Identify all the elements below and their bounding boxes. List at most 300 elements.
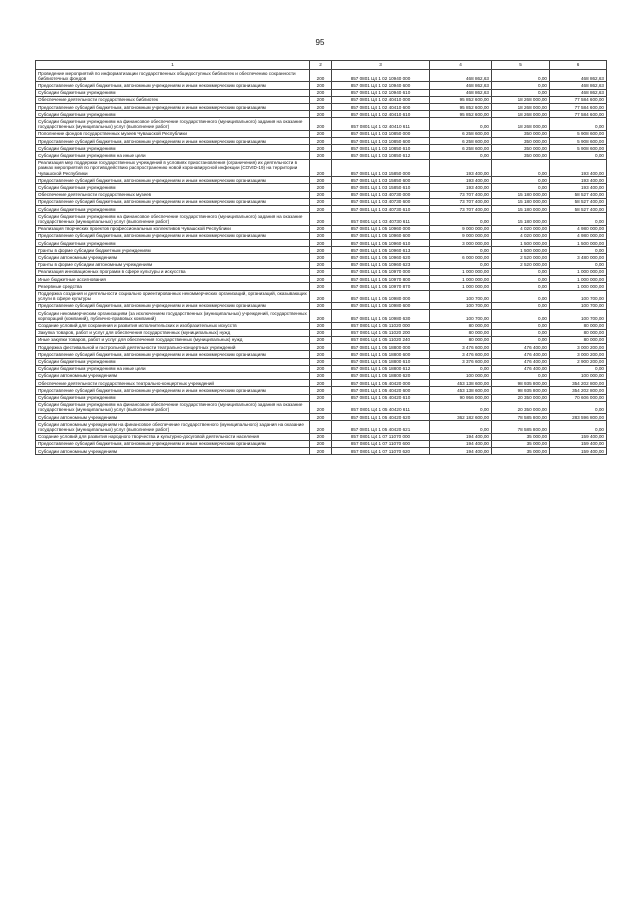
row-amount-cell: 0,00 (430, 247, 492, 254)
table-row (36, 111, 607, 118)
row-change-cell: 476 400,00 (492, 344, 550, 351)
row-amount-cell: 194 400,00 (430, 433, 492, 440)
row-amount-cell: 0,00 (430, 213, 492, 225)
table-body (36, 70, 607, 455)
column-header: 1 (36, 61, 310, 70)
row-total-cell: 5 908 600,00 (550, 130, 607, 137)
row-amount-cell: 80 000,00 (430, 322, 492, 329)
row-total-cell: 100 700,00 (550, 290, 607, 302)
table-row (36, 394, 607, 401)
table-row (36, 380, 607, 387)
row-name-cell: Предоставление субсидий бюджетным, автономным учреждениям и иным некоммерческим организациям (36, 198, 310, 205)
row-amount-cell: 95 852 600,00 (430, 96, 492, 103)
table-row (36, 310, 607, 322)
table-header-row (36, 61, 607, 70)
row-total-cell: 0,00 (550, 365, 607, 372)
column-header: 5 (492, 61, 550, 70)
table-row (36, 290, 607, 302)
row-total-cell: 80 000,00 (550, 336, 607, 343)
row-total-cell: 3 480 000,00 (550, 254, 607, 261)
row-total-cell: 77 584 600,00 (550, 96, 607, 103)
table-row (36, 387, 607, 394)
row-name-cell: Гранты в форме субсидии автономным учреждениям (36, 261, 310, 268)
row-amount-cell: 0,00 (430, 261, 492, 268)
row-total-cell: 354 202 800,00 (550, 380, 607, 387)
row-total-cell: 0,00 (550, 421, 607, 433)
row-change-cell: 476 400,00 (492, 358, 550, 365)
row-code-cell: 857 0801 Ц4 1 05 10970 870 (332, 283, 430, 290)
row-change-cell: 15 180 000,00 (492, 191, 550, 198)
row-change-cell: 476 400,00 (492, 365, 550, 372)
row-amount-cell: 9 000 000,00 (430, 232, 492, 239)
row-total-cell: 159 400,00 (550, 448, 607, 455)
row-total-cell: 468 862,63 (550, 70, 607, 82)
row-department-cell: 200 (310, 177, 332, 184)
row-amount-cell: 80 000,00 (430, 336, 492, 343)
row-department-cell: 200 (310, 130, 332, 137)
row-department-cell: 200 (310, 344, 332, 351)
row-name-cell: Субсидии бюджетным учреждениям (36, 145, 310, 152)
row-name-cell: Субсидии бюджетным учреждениям (36, 206, 310, 213)
row-change-cell: 4 020 000,00 (492, 225, 550, 232)
table-row (36, 191, 607, 198)
row-amount-cell: 73 707 400,00 (430, 191, 492, 198)
row-change-cell: 0,00 (492, 372, 550, 379)
row-code-cell: 857 0801 Ц4 1 03 15850 000 (332, 159, 430, 177)
row-name-cell: Субсидии бюджетным учреждениям (36, 111, 310, 118)
row-total-cell: 468 862,63 (550, 89, 607, 96)
row-name-cell: Субсидии бюджетным учреждениям (36, 240, 310, 247)
row-amount-cell: 73 707 400,00 (430, 198, 492, 205)
row-total-cell: 468 862,63 (550, 82, 607, 89)
row-code-cell: 857 0801 Ц4 1 02 10940 000 (332, 70, 430, 82)
row-total-cell: 0,00 (550, 401, 607, 413)
row-total-cell: 4 980 000,00 (550, 225, 607, 232)
table-row (36, 232, 607, 239)
row-name-cell: Субсидии бюджетным учреждениям (36, 89, 310, 96)
row-code-cell: 857 0801 Ц4 1 02 40410 611 (332, 118, 430, 130)
row-amount-cell: 453 138 600,00 (430, 387, 492, 394)
table-row (36, 329, 607, 336)
row-department-cell: 200 (310, 198, 332, 205)
row-amount-cell: 95 852 600,00 (430, 111, 492, 118)
row-name-cell: Обеспечение деятельности государственных театрально-концертных учреждений (36, 380, 310, 387)
row-department-cell: 200 (310, 138, 332, 145)
row-change-cell: 0,00 (492, 89, 550, 96)
table-row (36, 421, 607, 433)
row-change-cell: 0,00 (492, 310, 550, 322)
row-name-cell: Предоставление субсидий бюджетным, автономным учреждениям и иным некоммерческим организациям (36, 232, 310, 239)
row-name-cell: Создание условий для развития народного творчества и культурно-досуговой деятельности населения (36, 433, 310, 440)
row-code-cell: 857 0801 Ц4 1 03 40730 611 (332, 213, 430, 225)
table-row (36, 145, 607, 152)
row-code-cell: 857 0801 Ц4 1 05 10980 630 (332, 310, 430, 322)
row-amount-cell: 0,00 (430, 365, 492, 372)
table-row (36, 414, 607, 421)
row-change-cell: 15 180 000,00 (492, 206, 550, 213)
row-department-cell: 200 (310, 206, 332, 213)
table-row (36, 276, 607, 283)
row-total-cell: 2 900 200,00 (550, 358, 607, 365)
row-total-cell: 193 400,00 (550, 159, 607, 177)
row-amount-cell: 100 000,00 (430, 372, 492, 379)
row-department-cell: 200 (310, 336, 332, 343)
row-change-cell: 0,00 (492, 184, 550, 191)
row-total-cell: 3 000 200,00 (550, 351, 607, 358)
row-change-cell: 15 180 000,00 (492, 198, 550, 205)
row-code-cell: 857 0801 Ц4 1 05 18800 620 (332, 372, 430, 379)
row-amount-cell: 362 182 600,00 (430, 414, 492, 421)
row-code-cell: 857 0801 Ц4 1 05 18800 610 (332, 358, 430, 365)
row-department-cell: 200 (310, 254, 332, 261)
row-code-cell: 857 0801 Ц4 1 05 11020 000 (332, 322, 430, 329)
table-row (36, 130, 607, 137)
table-row (36, 351, 607, 358)
table-row (36, 268, 607, 275)
row-department-cell: 200 (310, 394, 332, 401)
row-department-cell: 200 (310, 283, 332, 290)
row-total-cell: 5 908 600,00 (550, 138, 607, 145)
row-department-cell: 200 (310, 70, 332, 82)
row-department-cell: 200 (310, 290, 332, 302)
row-department-cell: 200 (310, 118, 332, 130)
row-code-cell: 857 0801 Ц4 1 05 10960 620 (332, 254, 430, 261)
row-department-cell: 200 (310, 111, 332, 118)
table-row (36, 184, 607, 191)
row-amount-cell: 0,00 (430, 152, 492, 159)
row-code-cell: 857 0801 Ц4 1 03 40730 600 (332, 198, 430, 205)
row-department-cell: 200 (310, 232, 332, 239)
row-total-cell: 80 000,00 (550, 322, 607, 329)
row-name-cell: Субсидии бюджетным учреждениям (36, 184, 310, 191)
row-total-cell: 3 000 200,00 (550, 344, 607, 351)
row-code-cell: 857 0801 Ц4 1 07 11070 620 (332, 448, 430, 455)
row-change-cell: 18 268 000,00 (492, 111, 550, 118)
row-name-cell: Иные бюджетные ассигнования (36, 276, 310, 283)
row-amount-cell: 95 852 600,00 (430, 104, 492, 111)
table-row (36, 247, 607, 254)
row-code-cell: 857 0801 Ц4 1 02 40410 600 (332, 104, 430, 111)
row-name-cell: Пополнение фондов государственных музеев Чувашской Республики (36, 130, 310, 137)
row-amount-cell: 3 476 600,00 (430, 351, 492, 358)
row-code-cell: 857 0801 Ц4 1 05 10960 600 (332, 232, 430, 239)
row-department-cell: 200 (310, 358, 332, 365)
row-total-cell: 0,00 (550, 247, 607, 254)
column-header: 4 (430, 61, 492, 70)
row-code-cell: 857 0801 Ц4 1 03 40730 000 (332, 191, 430, 198)
row-code-cell: 857 0801 Ц4 1 03 10850 610 (332, 145, 430, 152)
row-change-cell: 20 350 000,00 (492, 401, 550, 413)
row-department-cell: 200 (310, 247, 332, 254)
row-change-cell: 350 000,00 (492, 152, 550, 159)
row-code-cell: 857 0801 Ц4 1 05 40420 620 (332, 414, 430, 421)
row-code-cell: 857 0801 Ц4 1 05 40420 600 (332, 387, 430, 394)
row-change-cell: 0,00 (492, 336, 550, 343)
row-name-cell: Реализация инновационных программ в сфере культуры и искусства (36, 268, 310, 275)
row-department-cell: 200 (310, 152, 332, 159)
row-name-cell: Предоставление субсидий бюджетным, автономным учреждениям и иным некоммерческим организациям (36, 440, 310, 447)
row-name-cell: Предоставление субсидий бюджетным, автономным учреждениям и иным некоммерческим организациям (36, 177, 310, 184)
row-change-cell: 0,00 (492, 70, 550, 82)
table-row (36, 96, 607, 103)
row-amount-cell: 100 700,00 (430, 310, 492, 322)
row-total-cell: 0,00 (550, 261, 607, 268)
row-change-cell: 476 400,00 (492, 351, 550, 358)
row-total-cell: 1 000 000,00 (550, 276, 607, 283)
row-change-cell: 350 000,00 (492, 145, 550, 152)
row-name-cell: Предоставление субсидий бюджетным, автономным учреждениям и иным некоммерческим организациям (36, 138, 310, 145)
page-number: 95 (315, 38, 325, 47)
row-total-cell: 77 584 600,00 (550, 104, 607, 111)
row-name-cell: Иные закупки товаров, работ и услуг для обеспечения государственных (муниципальных) нужд (36, 336, 310, 343)
row-change-cell: 0,00 (492, 82, 550, 89)
row-total-cell: 5 908 600,00 (550, 145, 607, 152)
row-code-cell: 857 0801 Ц4 1 02 10940 610 (332, 89, 430, 96)
row-total-cell: 354 202 800,00 (550, 387, 607, 394)
row-change-cell: 0,00 (492, 177, 550, 184)
row-amount-cell: 468 862,63 (430, 82, 492, 89)
row-amount-cell: 0,00 (430, 401, 492, 413)
row-code-cell: 857 0801 Ц4 1 03 15850 610 (332, 184, 430, 191)
row-code-cell: 857 0801 Ц4 1 05 11020 200 (332, 329, 430, 336)
row-change-cell: 1 500 000,00 (492, 240, 550, 247)
row-amount-cell: 6 258 600,00 (430, 138, 492, 145)
row-code-cell: 857 0801 Ц4 1 05 11020 240 (332, 336, 430, 343)
row-total-cell: 1 000 000,00 (550, 268, 607, 275)
row-name-cell: Субсидии автономным учреждениям на финансовое обеспечение государственного (муниципального) задания на оказание государственных (муниципальных) услуг (выполнение работ) (36, 421, 310, 433)
row-amount-cell: 3 000 000,00 (430, 240, 492, 247)
table-row (36, 440, 607, 447)
row-amount-cell: 9 000 000,00 (430, 225, 492, 232)
row-department-cell: 200 (310, 89, 332, 96)
row-code-cell: 857 0801 Ц4 1 05 40420 610 (332, 394, 430, 401)
row-change-cell: 20 350 000,00 (492, 394, 550, 401)
row-change-cell: 0,00 (492, 283, 550, 290)
row-code-cell: 857 0801 Ц4 1 05 18800 612 (332, 365, 430, 372)
row-amount-cell: 100 700,00 (430, 290, 492, 302)
table-row (36, 213, 607, 225)
row-name-cell: Субсидии некоммерческим организациям (за исключением государственных (муниципальных) учреждений, государственных корпораций (компаний), публично-правовых компаний) (36, 310, 310, 322)
row-change-cell: 2 520 000,00 (492, 254, 550, 261)
table-row (36, 104, 607, 111)
row-name-cell: Создание условий для сохранения и развития исполнительских и изобразительных искусств (36, 322, 310, 329)
table-row (36, 70, 607, 82)
row-total-cell: 1 500 000,00 (550, 240, 607, 247)
row-department-cell: 200 (310, 191, 332, 198)
row-total-cell: 100 700,00 (550, 310, 607, 322)
row-name-cell: Субсидии бюджетным учреждениям на иные цели (36, 152, 310, 159)
row-department-cell: 200 (310, 372, 332, 379)
row-department-cell: 200 (310, 276, 332, 283)
row-code-cell: 857 0801 Ц4 1 05 10970 800 (332, 276, 430, 283)
table-row (36, 372, 607, 379)
row-change-cell: 15 180 000,00 (492, 213, 550, 225)
table-row (36, 152, 607, 159)
table-row (36, 283, 607, 290)
row-total-cell: 4 980 000,00 (550, 232, 607, 239)
row-department-cell: 200 (310, 302, 332, 309)
row-name-cell: Субсидии автономным учреждениям (36, 414, 310, 421)
row-name-cell: Субсидии бюджетным учреждениям (36, 358, 310, 365)
row-department-cell: 200 (310, 387, 332, 394)
row-department-cell: 200 (310, 104, 332, 111)
column-header: 2 (310, 61, 332, 70)
table-row (36, 261, 607, 268)
row-amount-cell: 193 400,00 (430, 159, 492, 177)
row-amount-cell: 468 862,63 (430, 89, 492, 96)
row-total-cell: 159 400,00 (550, 433, 607, 440)
row-department-cell: 200 (310, 421, 332, 433)
row-change-cell: 35 000,00 (492, 433, 550, 440)
row-change-cell: 0,00 (492, 290, 550, 302)
row-change-cell: 18 268 000,00 (492, 118, 550, 130)
row-department-cell: 200 (310, 448, 332, 455)
table-row (36, 118, 607, 130)
row-code-cell: 857 0801 Ц4 1 05 10980 000 (332, 290, 430, 302)
row-change-cell: 18 268 000,00 (492, 96, 550, 103)
row-code-cell: 857 0801 Ц4 1 05 40420 000 (332, 380, 430, 387)
row-name-cell: Поддержка создания и деятельности социально ориентированных некоммерческих организаций, организаций, оказывающих услуги в сфере культуры (36, 290, 310, 302)
row-total-cell: 58 527 400,00 (550, 198, 607, 205)
row-total-cell: 0,00 (550, 118, 607, 130)
row-change-cell: 78 585 800,00 (492, 421, 550, 433)
row-code-cell: 857 0801 Ц4 1 05 18800 600 (332, 351, 430, 358)
row-code-cell: 857 0801 Ц4 1 05 10960 623 (332, 261, 430, 268)
row-amount-cell: 80 000,00 (430, 329, 492, 336)
table-row (36, 358, 607, 365)
row-name-cell: Поддержка фестивальной и гастрольной деятельности театрально-концертных учреждений (36, 344, 310, 351)
row-change-cell: 0,00 (492, 302, 550, 309)
row-department-cell: 200 (310, 401, 332, 413)
row-total-cell: 159 400,00 (550, 440, 607, 447)
row-amount-cell: 193 400,00 (430, 177, 492, 184)
row-amount-cell: 0,00 (430, 118, 492, 130)
row-name-cell: Предоставление субсидий бюджетным, автономным учреждениям и иным некоммерческим организациям (36, 104, 310, 111)
row-amount-cell: 3 476 600,00 (430, 344, 492, 351)
row-name-cell: Субсидии автономным учреждениям (36, 372, 310, 379)
row-amount-cell: 6 000 000,00 (430, 254, 492, 261)
table-row (36, 254, 607, 261)
row-total-cell: 80 000,00 (550, 329, 607, 336)
row-change-cell: 0,00 (492, 276, 550, 283)
table-row (36, 240, 607, 247)
row-total-cell: 193 400,00 (550, 184, 607, 191)
row-amount-cell: 193 400,00 (430, 184, 492, 191)
row-name-cell: Закупка товаров, работ и услуг для обеспечения государственных (муниципальных) нужд (36, 329, 310, 336)
column-header: 6 (550, 61, 607, 70)
row-change-cell: 1 500 000,00 (492, 247, 550, 254)
row-department-cell: 200 (310, 225, 332, 232)
row-total-cell: 0,00 (550, 152, 607, 159)
row-name-cell: Обеспечение деятельности государственных музеев (36, 191, 310, 198)
table-row (36, 206, 607, 213)
table-row (36, 177, 607, 184)
row-code-cell: 857 0801 Ц4 1 05 10970 000 (332, 268, 430, 275)
row-name-cell: Реализация мер поддержки государственных учреждений в условиях приостановления (ограничения) их деятельности в рамках мероприятий по противодействию распространению новой коронавирусной инфекции (COVID-19) на территории Чувашской Республики (36, 159, 310, 177)
row-code-cell: 857 0801 Ц4 1 07 11070 000 (332, 433, 430, 440)
row-department-cell: 200 (310, 213, 332, 225)
row-total-cell: 58 527 400,00 (550, 191, 607, 198)
row-total-cell: 100 000,00 (550, 372, 607, 379)
row-amount-cell: 0,00 (430, 421, 492, 433)
row-name-cell: Гранты в форме субсидии бюджетным учреждениям (36, 247, 310, 254)
row-amount-cell: 90 956 000,00 (430, 394, 492, 401)
table-row (36, 448, 607, 455)
row-name-cell: Обеспечение деятельности государственных библиотек (36, 96, 310, 103)
row-code-cell: 857 0801 Ц4 1 05 10960 610 (332, 240, 430, 247)
row-department-cell: 200 (310, 310, 332, 322)
row-total-cell: 58 527 400,00 (550, 206, 607, 213)
row-amount-cell: 3 376 600,00 (430, 358, 492, 365)
row-amount-cell: 194 400,00 (430, 448, 492, 455)
table-row (36, 322, 607, 329)
table-row (36, 336, 607, 343)
row-total-cell: 100 700,00 (550, 302, 607, 309)
row-name-cell: Реализация творческих проектов профессиональных коллективов Чувашской Республики (36, 225, 310, 232)
table-row (36, 89, 607, 96)
row-department-cell: 200 (310, 380, 332, 387)
row-code-cell: 857 0801 Ц4 1 05 18800 000 (332, 344, 430, 351)
row-code-cell: 857 0801 Ц4 1 02 10940 600 (332, 82, 430, 89)
row-name-cell: Субсидии бюджетным учреждениям (36, 394, 310, 401)
table-row (36, 225, 607, 232)
row-code-cell: 857 0801 Ц4 1 05 10980 600 (332, 302, 430, 309)
row-total-cell: 0,00 (550, 213, 607, 225)
row-name-cell: Субсидии бюджетным учреждениям на финансовое обеспечение государственного (муниципального) задания на оказание государственных (муниципальных) услуг (выполнение работ) (36, 401, 310, 413)
row-change-cell: 35 000,00 (492, 440, 550, 447)
row-name-cell: Субсидии бюджетным учреждениям на финансовое обеспечение государственного (муниципального) задания на оказание государственных (муниципальных) услуг (выполнение работ) (36, 213, 310, 225)
row-department-cell: 200 (310, 261, 332, 268)
row-total-cell: 193 400,00 (550, 177, 607, 184)
row-amount-cell: 6 258 600,00 (430, 130, 492, 137)
column-header: 3 (332, 61, 430, 70)
row-department-cell: 200 (310, 268, 332, 275)
row-amount-cell: 1 000 000,00 (430, 276, 492, 283)
row-change-cell: 78 585 800,00 (492, 414, 550, 421)
row-change-cell: 18 268 000,00 (492, 104, 550, 111)
row-total-cell: 283 596 800,00 (550, 414, 607, 421)
row-department-cell: 200 (310, 82, 332, 89)
table-row (36, 365, 607, 372)
row-code-cell: 857 0801 Ц4 1 02 40410 000 (332, 96, 430, 103)
table-row (36, 401, 607, 413)
row-code-cell: 857 0801 Ц4 1 05 40420 621 (332, 421, 430, 433)
row-department-cell: 200 (310, 145, 332, 152)
row-change-cell: 0,00 (492, 322, 550, 329)
row-change-cell: 0,00 (492, 159, 550, 177)
row-change-cell: 35 000,00 (492, 448, 550, 455)
table-row (36, 138, 607, 145)
row-code-cell: 857 0801 Ц4 1 05 10960 000 (332, 225, 430, 232)
row-total-cell: 70 606 000,00 (550, 394, 607, 401)
row-department-cell: 200 (310, 240, 332, 247)
row-change-cell: 0,00 (492, 329, 550, 336)
row-name-cell: Предоставление субсидий бюджетным, автономным учреждениям и иным некоммерческим организациям (36, 351, 310, 358)
row-department-cell: 200 (310, 96, 332, 103)
row-code-cell: 857 0801 Ц4 1 03 10850 600 (332, 138, 430, 145)
row-amount-cell: 453 138 600,00 (430, 380, 492, 387)
row-department-cell: 200 (310, 414, 332, 421)
row-department-cell: 200 (310, 329, 332, 336)
row-amount-cell: 468 862,63 (430, 70, 492, 82)
row-amount-cell: 100 700,00 (430, 302, 492, 309)
table-row (36, 302, 607, 309)
row-amount-cell: 6 258 600,00 (430, 145, 492, 152)
row-department-cell: 200 (310, 440, 332, 447)
row-name-cell: Предоставление субсидий бюджетным, автономным учреждениям и иным некоммерческим организациям (36, 82, 310, 89)
row-code-cell: 857 0801 Ц4 1 05 40420 611 (332, 401, 430, 413)
row-change-cell: 4 020 000,00 (492, 232, 550, 239)
